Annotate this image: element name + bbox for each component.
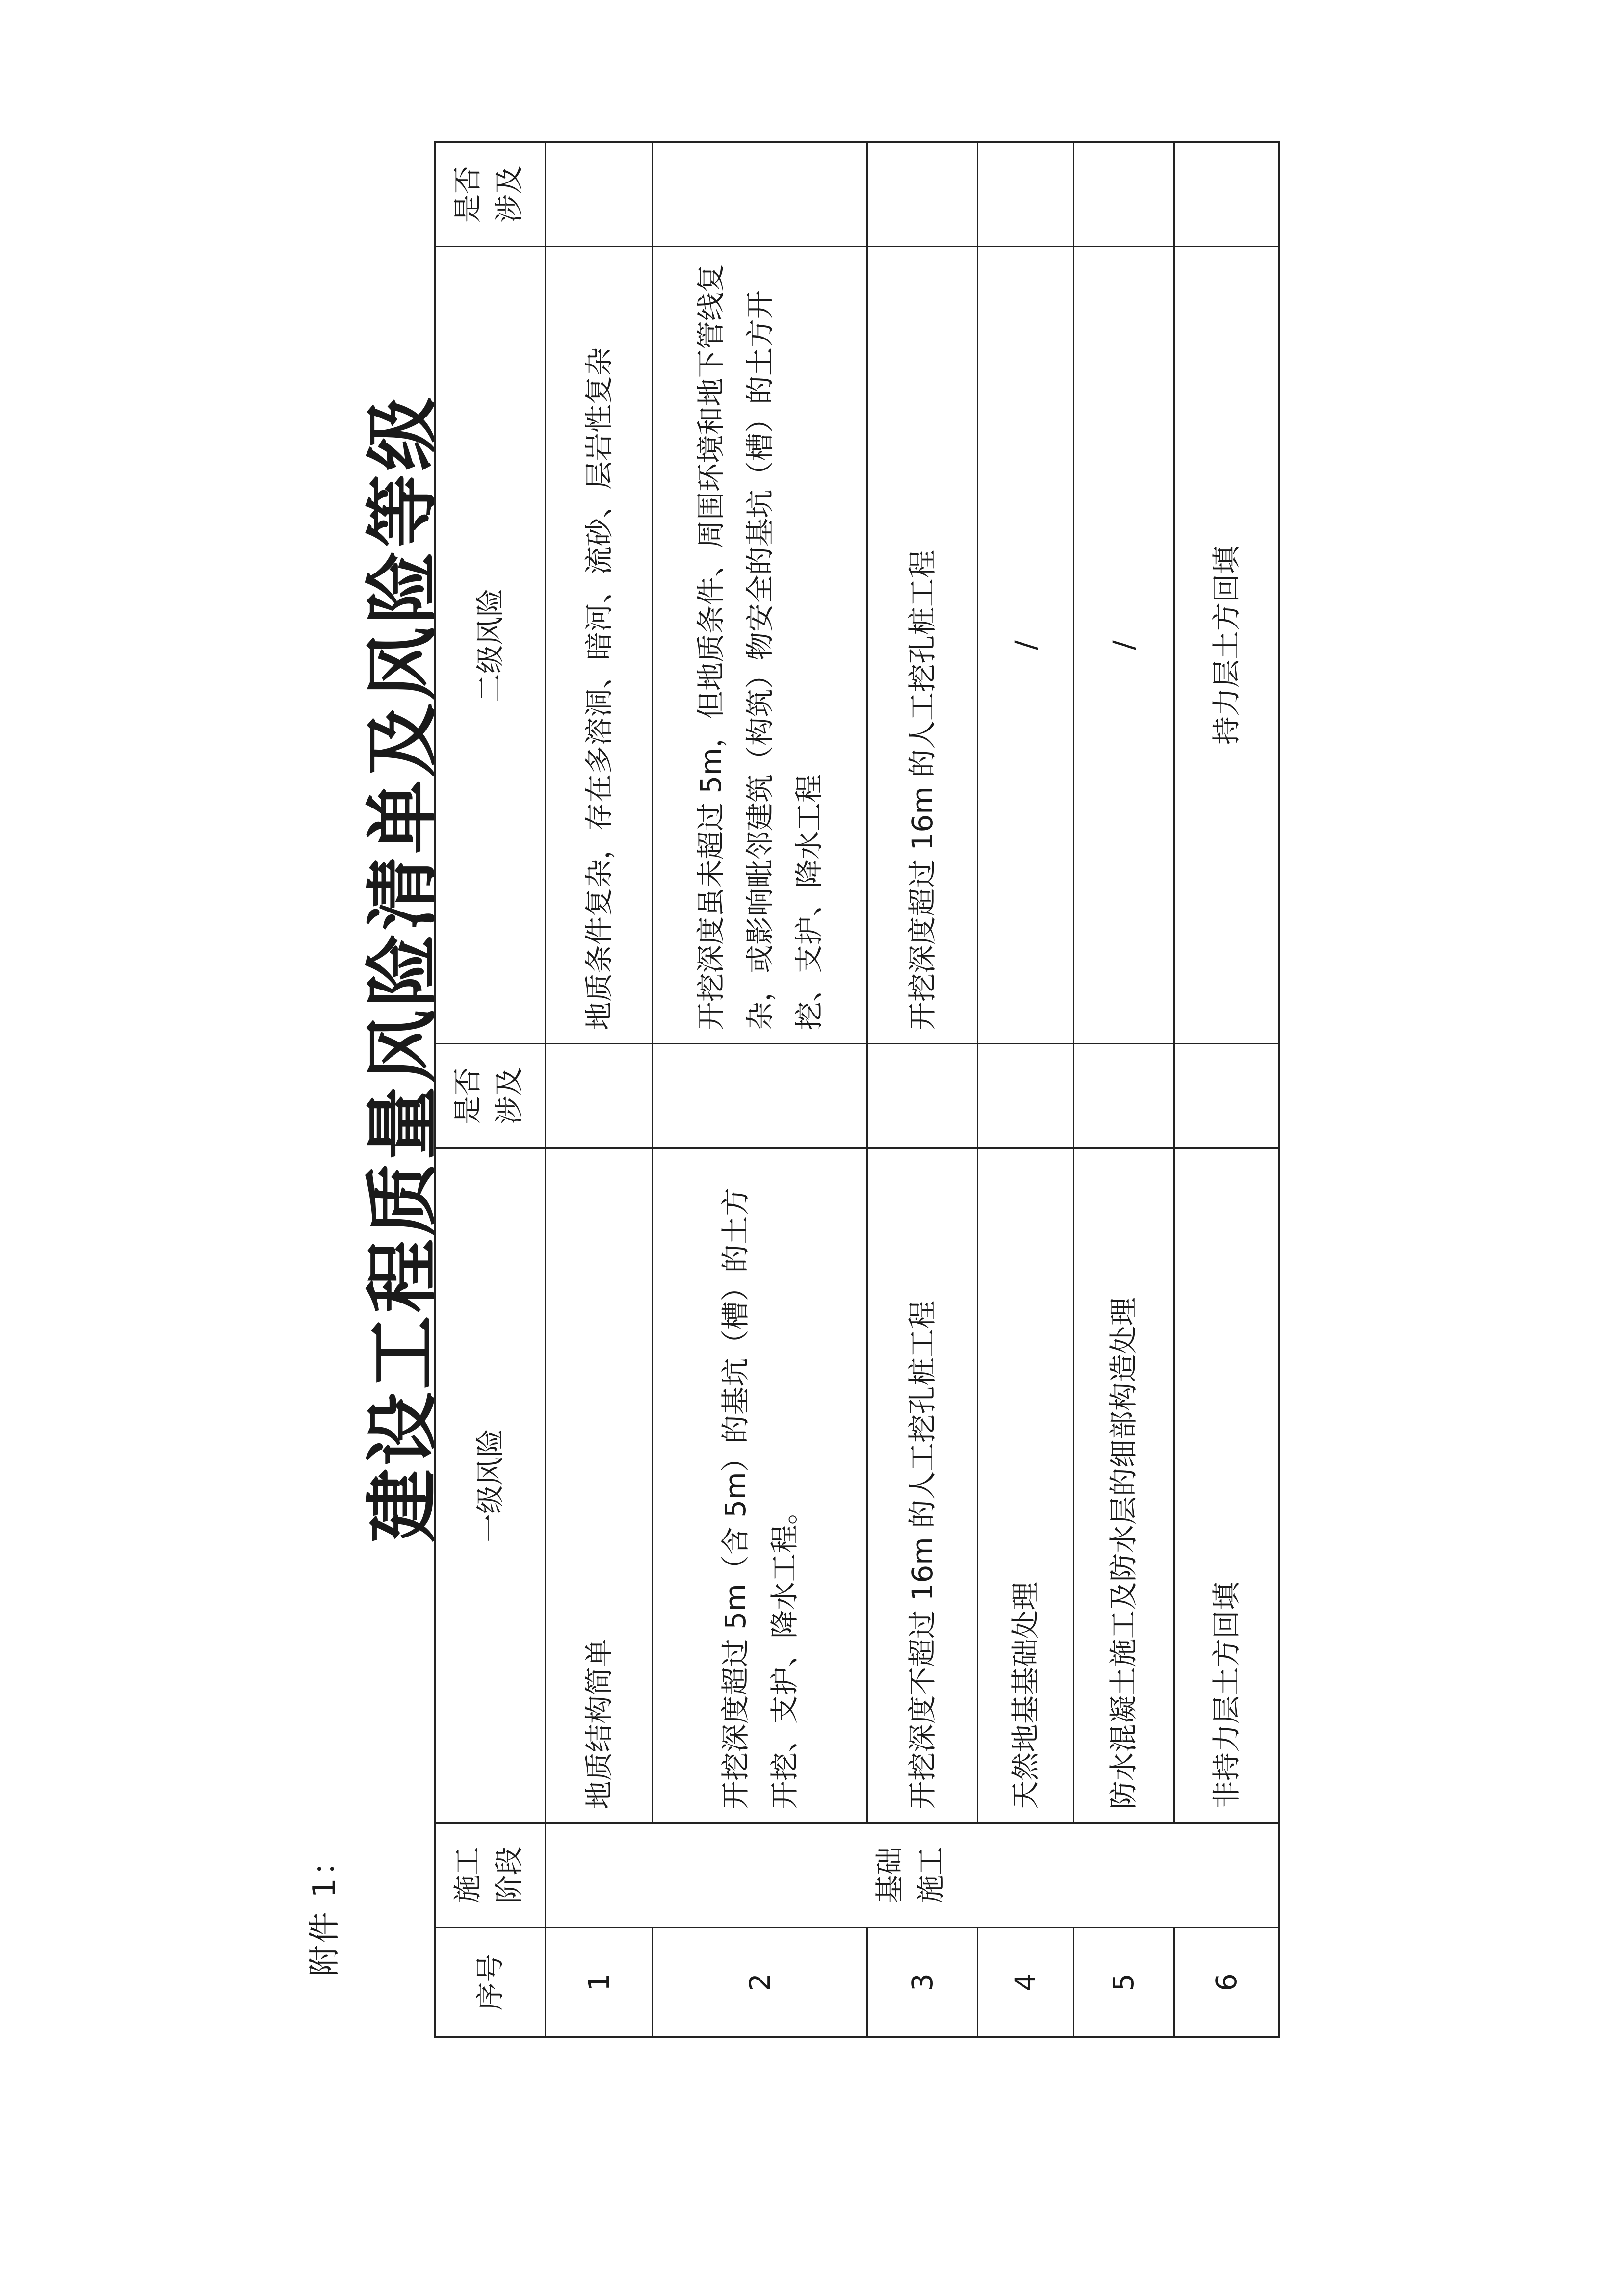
involved2-cell [978,142,1074,247]
header-level2: 二级风险 [435,247,546,1044]
involved2-cell [546,142,653,247]
stage-cell: 基础 施工 [546,1823,1279,1928]
involved1-cell [1174,1044,1279,1148]
seq-cell: 2 [653,1928,867,2037]
level1-cell: 地质结构简单 [546,1148,653,1823]
involved2-cell [1174,142,1279,247]
involved2-cell [1074,142,1174,247]
involved1-cell [867,1044,978,1148]
table-row [1174,142,1279,2037]
annex-label: 附件 1： [307,1842,343,1977]
level2-cell: / [978,247,1074,1044]
level2-cell: 地质条件复杂，存在多溶洞、暗河、流砂、层岩性复杂 [546,247,653,1044]
level1-cell: 防水混凝土施工及防水层的细部构造处理 [1074,1148,1174,1823]
table-row [978,142,1074,2037]
header-involved1: 是否 涉及 [435,1044,546,1148]
level1-cell: 开挖深度超过 5m（含 5m）的基坑（槽）的土方开挖、支护、降水工程。 [653,1148,867,1823]
seq-cell: 1 [546,1928,653,2037]
header-stage: 施工 阶段 [435,1823,546,1928]
header-row [435,142,546,2037]
involved1-cell [653,1044,867,1148]
table-row [1074,142,1174,2037]
involved1-cell [1074,1044,1174,1148]
header-seq: 序号 [435,1928,546,2037]
involved1-cell [978,1044,1074,1148]
level2-cell: 开挖深度虽未超过 5m，但地质条件、周围环境和地下管线复杂，或影响毗邻建筑（构筑）物安全的基坑（槽）的土方开挖、支护、降水工程 [653,247,867,1044]
level1-cell: 开挖深度不超过 16m 的人工挖孔桩工程 [867,1148,978,1823]
document-title: 建设工程质量风险清单及风险等级 [360,394,446,1542]
involved2-cell [867,142,978,247]
table-row [867,142,978,2037]
seq-cell: 5 [1074,1928,1174,2037]
involved2-cell [653,142,867,247]
seq-cell: 4 [978,1928,1074,2037]
risk-table [434,141,1280,2038]
header-involved2: 是否 涉及 [435,142,546,247]
seq-cell: 6 [1174,1928,1279,2037]
level1-cell: 天然地基基础处理 [978,1148,1074,1823]
table-row [546,142,653,2037]
level1-cell: 非持力层土方回填 [1174,1148,1279,1823]
header-level1: 一级风险 [435,1148,546,1823]
involved1-cell [546,1044,653,1148]
level2-cell: / [1074,247,1174,1044]
seq-cell: 3 [867,1928,978,2037]
level2-cell: 持力层土方回填 [1174,247,1279,1044]
table-row [653,142,867,2037]
level2-cell: 开挖深度超过 16m 的人工挖孔桩工程 [867,247,978,1044]
